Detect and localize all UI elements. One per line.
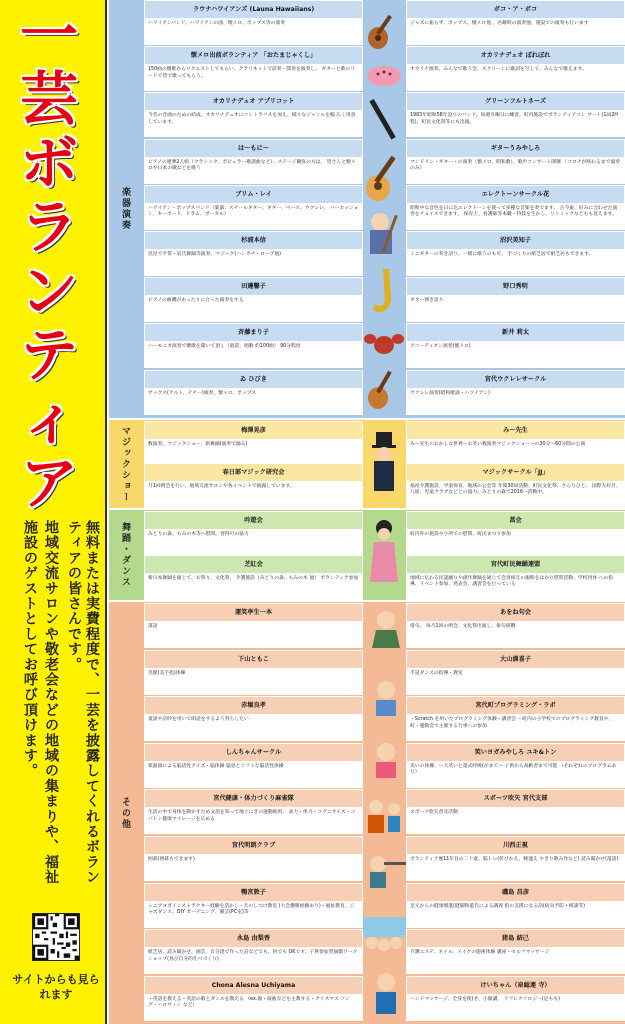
music-volunteer-card [406, 0, 625, 45]
volunteer-description: 数演奏、マジックショー、新舞踊(演奏で踊る) [145, 440, 362, 465]
volunteer-name: み〜先生 [407, 422, 624, 440]
dance-volunteer-card [406, 555, 625, 600]
qr-code-icon [33, 914, 79, 960]
volunteer-name: あをね句会 [407, 604, 624, 622]
section-label-other: その他 [120, 796, 130, 830]
volunteer-description: 新日本舞踊を通じて、お祭り、文化祭、 介護施設（みどりの森、もみの木 他） ボランティア参加 [145, 574, 362, 599]
volunteer-name: 宮代ウクレレサークル [407, 371, 624, 389]
dance-volunteer-card [144, 511, 363, 556]
volunteer-name: Chona Alesna Uchiyama [145, 977, 362, 995]
volunteer-description: 福祉介護施設、学童保育、地域の公会等 年間30回活動、町民文化祭、さらりひと、 国際友好目、八屋、児童クラブなどとの協力。みどりの森で2016〜活動中。 [407, 482, 624, 507]
volunteer-name: 杉浦本信 [145, 232, 362, 250]
music-volunteer-card [144, 231, 363, 276]
other-volunteer-card [144, 789, 363, 834]
volunteer-name: けいちゃん（泉総連 寺） [407, 977, 624, 995]
volunteer-name: 宮代健康・体力づくり麻雀隊 [145, 790, 362, 808]
volunteer-description: 月1回例会を行い、地域交流サロンや各イベントで披露しています。 [145, 482, 362, 507]
shamisen-player-icon [362, 210, 408, 258]
volunteer-description: 笑いの体操、〜大笑いと童式呼吸(がまて〜 子供から高齢者まで可能 （それぞれのプログラムあり） [407, 762, 624, 787]
volunteer-description: ・英語を教える・英語の歌とダンスを教える （ex.親・叙曲などを主教する・クリスマス ソング・ハロウィン など） [145, 995, 362, 1020]
volunteer-description: アコーディオン演奏(懐メロ) [407, 342, 624, 367]
title-char: ア [19, 449, 78, 517]
mandolin-icon [364, 366, 404, 412]
music-volunteer-card [406, 370, 625, 415]
music-volunteer-card [144, 277, 363, 322]
volunteer-description: みどりの森、もみの木等へ慰問。習得可の協力 [145, 530, 362, 555]
volunteer-name: 菖会 [407, 512, 624, 530]
title-char: ボ [19, 129, 78, 197]
other-volunteer-card [144, 929, 363, 974]
guitar-icon [360, 150, 406, 204]
volunteer-description: ボランティア歴11年目の二十歳、脳トレ(折びかえ、腕運え やきり歌み作など) 読み聞かせ(落語) [407, 855, 624, 880]
title-char: テ [19, 321, 78, 389]
other-volunteer-card [406, 836, 625, 881]
volunteer-description: マンドリン・ギター・の演奏（懐メロ、昭和歌）、歌声コンサート開催 （コロナが終わるまで演奏のみ） [407, 158, 624, 183]
other-volunteer-card [144, 743, 363, 788]
volunteer-name: 新井 莉太 [407, 324, 624, 342]
volunteer-name: スポーツ吹矢 宮代支部 [407, 790, 624, 808]
volunteer-description: 笑顔(美手指)体操 [145, 669, 362, 694]
volunteer-description: 地域に伝わる民謡踊りや創作舞踊を通じて会員相互の親睦をはかり慰問活動、学校団体 への指導、イベント参加、発表会、講習会を行っている [407, 574, 624, 599]
magic-volunteer-card [406, 463, 625, 508]
volunteer-name: 永島 由梨香 [145, 930, 362, 948]
volunteer-description: 今昔の音曲のための結成。オカリナデュオにコントラバスを加え、様々なジャンルを幅 広く用意しています。 [145, 111, 362, 136]
volunteer-name: 斉藤まり子 [145, 324, 362, 342]
music-volunteer-card [406, 92, 625, 137]
volunteer-name: 田邊馨子 [145, 278, 362, 296]
volunteer-name: ギターうみやしろ [407, 140, 624, 158]
music-volunteer-card [406, 231, 625, 276]
children-painting-icon [360, 915, 408, 957]
volunteer-name: ブリム・レイ [145, 186, 362, 204]
volunteer-name: 下山ともこ [145, 651, 362, 669]
volunteer-name: 芝紅会 [145, 556, 362, 574]
other-volunteer-card [406, 789, 625, 834]
volunteer-description: ギター弾き語り [407, 296, 624, 321]
music-volunteer-card [144, 370, 363, 415]
other-volunteer-card [144, 650, 363, 695]
drum-set-icon [362, 325, 406, 357]
volunteer-name: 赤堀良孝 [145, 697, 362, 715]
volunteer-name: オカリナデュオ アプリコット [145, 93, 362, 111]
volunteer-name: 野口秀明 [407, 278, 624, 296]
volunteer-description: シニアヨガインストラクター経験を活かし・犬のしつけ教室 (大会優勝経験あり)・福祉教育、ジャズダンス、DIY ガーデニング、園芸(PC室)等 [145, 902, 362, 927]
music-volunteer-card [406, 323, 625, 368]
title-char: ラ [19, 193, 78, 261]
volunteer-name: オカリナデュオ ぽれぽれ [407, 47, 624, 65]
music-volunteer-card [406, 139, 625, 184]
family-icon [362, 795, 408, 837]
other-volunteer-card [406, 696, 625, 741]
title-char: ン [19, 257, 78, 325]
volunteer-description: 楽器演による脳活性クイズ・脳体操 脳登とソフトな脳活性体操 [145, 762, 362, 787]
dancer-icon [362, 516, 408, 586]
volunteer-description: ピアノの曲磯があったりに合った演奏をする [145, 296, 362, 321]
volunteer-name: ボコ・ア・ボコ [407, 1, 624, 19]
volunteer-description: ジャズに振らず、ポップス、懐メロ他 、匹敵時の演奏他、施設での演奏も行います [407, 19, 624, 44]
volunteer-description: ・Scratch を用いたプログラミング体験・講習会 ・町内の小学校でのプログラミング教育や、 町・運動会で主催する行事への参加 [407, 715, 624, 740]
music-volunteer-card [406, 277, 625, 322]
ukulele-icon [362, 8, 408, 52]
clarinet-icon [368, 95, 398, 145]
volunteer-description: ウクレレ演奏(昭和歌謡・ハワイアン) [407, 389, 624, 414]
volunteer-description: オカリナ演奏。みんなで歌う会。スクリーンに歌詞を写して、みんなで歌えます。 [407, 65, 624, 90]
saxophone-icon [364, 265, 404, 317]
section-label-music: 楽器演奏 [120, 187, 130, 231]
volunteer-description: 落語 [145, 622, 362, 647]
music-volunteer-card [406, 185, 625, 230]
music-volunteer-card [406, 46, 625, 91]
music-volunteer-card [144, 92, 363, 137]
music-volunteer-card [144, 139, 363, 184]
other-volunteer-card [406, 650, 625, 695]
intro-text-col1: 無料または実費程度で、一芸を披露してくれるボラン [84, 520, 100, 885]
other-volunteer-card [406, 929, 625, 974]
volunteer-description: ピアノの連弾2人組（クラシック、ポピュラー歌謡曲など）、ステージ観客の方は、 皆さんと懐メロや日本の歌などを歌う [145, 158, 362, 183]
magic-volunteer-card [144, 421, 363, 466]
volunteer-description: ハワイアンバンド、ハワイアンの曲、懐メロ、ポップス等の演奏 [145, 19, 362, 44]
dance-volunteer-card [144, 555, 363, 600]
other-volunteer-card [406, 976, 625, 1021]
volunteer-description: 介護エステ、ネイル、メイクの施術体験 講座・セルフマッサージ [407, 948, 624, 973]
volunteer-name: ラウナハワイアンズ (Launa Hawaiians) [145, 1, 362, 19]
volunteer-description: 1983年昭和58年設立のバンド。毎週月曜日に練習。町内施設でボランティアコン サート(1回2H程)、町民文化祭等にも出演。 [407, 111, 624, 136]
volunteer-name: ゐ ひびき [145, 371, 362, 389]
qr-caption: サイトからも見られます [12, 973, 100, 1001]
other-volunteer-card [144, 836, 363, 881]
intro-text-col3: 地域交流サロンや敬老会などの地域の集まりや、福祉 [43, 520, 59, 885]
volunteer-description: 町内外の施設や小所での慰問、町民まつり参加 [407, 530, 624, 555]
volunteer-description: 生活の中で身体を動かすため文語を知って地ぐにぎの運動助用、 東力・体力・コグニサイズ・コバトン健康マイレージを広める [145, 808, 362, 833]
volunteer-description: サックス(アルト、テナー)演奏、懐メロ、ポップス [145, 389, 362, 414]
volunteer-description: ミニギターの奏き語り。一緒に歌うのも可。 手づくりの紙芝居で紙芝居もできます。 [407, 250, 624, 275]
ocarina-icon [364, 60, 404, 90]
volunteer-name: 鴨宮敦子 [145, 884, 362, 902]
volunteer-name: 猪島 結己 [407, 930, 624, 948]
magic-volunteer-card [406, 421, 625, 466]
volunteer-description: ハワイアン・ポップスバンド（楽器：スチールギター、ギター、ベース、ウクレレ、 パーカッション、キーボード、ドラム、ボーカル） [145, 204, 362, 229]
volunteer-name: 宮代明朗クラブ [145, 837, 362, 855]
volunteer-description: み〜先生のおかしな世界〜お笑い数演奏マジックショー〜の30分〜60分間の公演 [407, 440, 624, 465]
other-volunteer-card [144, 696, 363, 741]
blowgun-player-icon [366, 850, 410, 890]
hand-sign-person-icon [366, 678, 406, 718]
music-volunteer-card [144, 46, 363, 91]
rakugo-performer-icon [366, 608, 406, 652]
other-volunteer-card [144, 883, 363, 928]
volunteer-description: 紙芝居、読み聞かせ、園芸、自分達で作った詩などでも。何でも OKです。子供参加型演劇ワークショップ(鳥び自分的仕べづくり) [145, 948, 362, 973]
music-volunteer-card [144, 185, 363, 230]
volunteer-name: 磯島 昌彦 [407, 884, 624, 902]
intro-text-col2: ティアの皆さんです。 [66, 520, 82, 672]
volunteer-name: 運笑亭生一本 [145, 604, 362, 622]
volunteer-name: しんちゃんサークル [145, 744, 362, 762]
volunteer-name: 大山満喜子 [407, 651, 624, 669]
volunteer-name: エレクトーンサークル花 [407, 186, 624, 204]
other-volunteer-card [406, 743, 625, 788]
intro-text-col4: 施設のゲストとしてお呼び頂けます。 [22, 520, 38, 779]
volunteer-name: 宮代町民舞踊連盟 [407, 556, 624, 574]
section-label-dance: 舞踊・ダンス [120, 522, 130, 588]
volunteer-description: スポーツ吹矢普及活動 [407, 808, 624, 833]
magician-icon [362, 430, 408, 500]
volunteer-description: 昆昆で平常・岩氏舞踊等演奏、マジック(ハンカチ・ロープ他) [145, 250, 362, 275]
volunteer-name: 春日部マジック研究会 [145, 464, 362, 482]
volunteer-description: ハンドマッサージ、全身を使(せ、小顔講、 リフレクソロジー(足もも) [407, 995, 624, 1020]
laughing-woman-icon [366, 740, 406, 780]
title-char: 芸 [19, 65, 78, 133]
other-volunteer-card [406, 883, 625, 928]
title-char: 一 [19, 1, 78, 69]
section-label-magic: マジックショー [120, 425, 130, 503]
volunteer-name: 笑いヨガみやしろ ユキ&トン [407, 744, 624, 762]
title-char: ィ [19, 385, 78, 453]
volunteer-description: 手話ダンスの指導・教室 [407, 669, 624, 694]
music-volunteer-card [144, 0, 363, 45]
volunteer-description: 足元からの健康増進(健脚和遊氏による講義 指の支援になる話(病気予防・相談等) [407, 902, 624, 927]
volunteer-name: 懐メロ出前ボランティア 「おたまじゃくし」 [145, 47, 362, 65]
volunteer-description: 俳句。 毎月1回の例会、文化祭出演し、俳句研鑽 [407, 622, 624, 647]
volunteer-name: 梅澤晃彦 [145, 422, 362, 440]
volunteer-name: 川西正視 [407, 837, 624, 855]
volunteer-description: ハーモニカ演奏で懐歌を聞いて頂く（童謡、唱歌 約100曲） 90分程度 [145, 342, 362, 367]
qr-code[interactable] [32, 913, 80, 961]
volunteer-description: 昭和中な音色を日に込エレクトーンを使って多種な音楽を奏でます。 古今東、好みに合わせた演奏をチョイスできます。 保育士、看護師等本職・特技を生かし、リトミックなどもも見えます。 [407, 204, 624, 229]
volunteer-name: 宮代町プログラミング・ラボ [407, 697, 624, 715]
title-banner [0, 0, 107, 1024]
volunteer-description: 童謡や詩吟を用いて朗読をするよう努ちしたい [145, 715, 362, 740]
volunteer-name: 吟遊会 [145, 512, 362, 530]
music-volunteer-card [144, 323, 363, 368]
volunteer-description: 150曲の懐歌からリクエストしてもらい、クラリネットで前奏・間奏を演奏し、 ギターと歌のリードで皆で歌ってもらう。 [145, 65, 362, 90]
other-volunteer-card [144, 603, 363, 648]
volunteer-name: は〜もに〜 [145, 140, 362, 158]
volunteer-name: マジックサークル「JJ」 [407, 464, 624, 482]
volunteer-description: 囲碁(囲碁もできます) [145, 855, 362, 880]
other-volunteer-card [406, 603, 625, 648]
volunteer-name: 沼沢美知子 [407, 232, 624, 250]
dance-volunteer-card [406, 511, 625, 556]
magic-volunteer-card [144, 463, 363, 508]
volunteer-name: グリーンフルトネーズ [407, 93, 624, 111]
other-volunteer-card [144, 976, 363, 1021]
english-teacher-icon [366, 968, 406, 1018]
